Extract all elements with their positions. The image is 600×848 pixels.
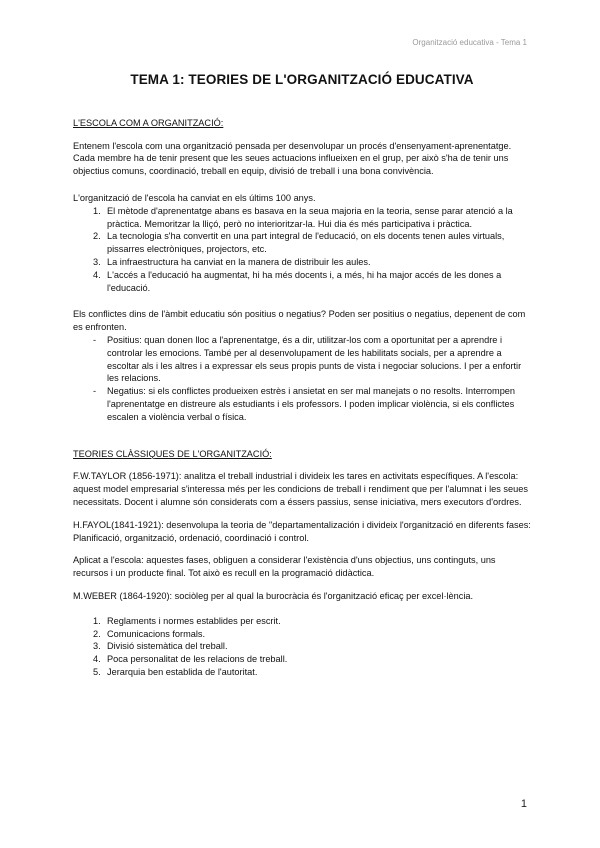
list-number: 3. [93, 256, 101, 267]
list-number: 4. [93, 269, 101, 280]
list-item-text: El mètode d'aprenentatge abans es basava en la seua majoria en la teoria, sense parar atenció a la pràctica. Memoritzar la lliçó, però no interioritzar-la. Hui dia és més participativa i pràctica. [107, 205, 513, 229]
list-number: 3. [93, 641, 101, 652]
list-item-text: Divisió sistemàtica del treball. [107, 641, 228, 652]
list-number: 1. [93, 615, 101, 626]
changes-list [73, 205, 531, 295]
list-number: 2. [93, 231, 101, 242]
list-item [73, 615, 531, 628]
header-note: Organització educativa - Tema 1 [412, 38, 527, 47]
conflicts-list [73, 334, 531, 424]
list-item [73, 653, 531, 666]
list-item-text: La tecnologia s'ha convertit en una part integral de l'educació, on els docents tenen aules virtuals, pissarres electròniques, projectors, etc. [107, 231, 505, 255]
list-number: 5. [93, 666, 101, 677]
list-item-text: L'accés a l'educació ha augmentat, hi ha més docents i, a més, hi ha major accés de les dones a l'educació. [107, 269, 502, 293]
list-item [73, 205, 531, 231]
list-item-text: Negatius: si els conflictes produeixen estrès i ansietat en ser mal manejats o no resolts. Interrompen l'aprenentatge en distreure als estudiants i els professors. I poden implicar violència, si els conflictes escalen a violència verbal o física. [107, 386, 516, 422]
paragraph-conflicts-intro: Els conflictes dins de l'àmbit educatiu són positius o negatius? Poden ser positius o negatius, depenent de com es enfronten. [73, 309, 526, 333]
document-title: TEMA 1: TEORIES DE L'ORGANITZACIÓ EDUCATIVA [130, 72, 474, 87]
list-item [73, 269, 531, 295]
section-heading-theories: TEORIES CLÀSSIQUES DE L'ORGANITZACIÓ: [73, 448, 272, 459]
list-number: 2. [93, 628, 101, 639]
section-heading-school: L'ESCOLA COM A ORGANITZACIÓ: [73, 117, 224, 128]
list-bullet: - [93, 334, 97, 345]
list-item-text: Poca personalitat de les relacions de treball. [107, 654, 288, 665]
document-body [73, 68, 531, 689]
list-item [73, 666, 531, 679]
list-item-text: Reglaments i normes establides per escrit. [107, 615, 281, 626]
list-item [73, 385, 531, 423]
weber-list [73, 615, 531, 679]
list-item-text: Comunicacions formals. [107, 628, 206, 639]
list-bullet: - [93, 386, 97, 397]
list-item [73, 628, 531, 641]
paragraph-intro: Entenem l'escola com una organització pensada per desenvolupar un procés d'ensenyament-aprenentatge. Cada membre ha de tenir present que les seues actuacions influeixen en el grup, per això s'ha de tenir uns objectius comuns, coordinació, treball en equip, divisió de treball i una bona convivència. [73, 140, 512, 177]
paragraph-weber: M.WEBER (1864-1920): sociòleg per al qual la burocràcia és l'organització eficaç per excel·lència. [73, 590, 474, 601]
list-item [73, 230, 531, 256]
list-item-text: Jerarquia ben establida de l'autoritat. [107, 666, 258, 677]
page-number: 1 [520, 798, 527, 810]
paragraph-applied: Aplicat a l'escola: aquestes fases, obliguen a considerar l'existència d'uns objectius, uns continguts, uns recursos i un producte final. Tot això es recull en la programació didàctica. [73, 555, 496, 579]
paragraph-taylor: F.W.TAYLOR (1856-1971): analitza el treball industrial i divideix les tares en activitats específiques. A l'escola: aquest model empresarial s'interessa més per les condicions de treball i rendiment que per l'alumnat i les seues necessitats. Docent i alumne són considerats com a éssers passius, sense iniciativa, mers executors d'ordres. [73, 471, 528, 507]
list-number: 1. [93, 205, 101, 216]
list-item [73, 334, 531, 385]
paragraph-changes-intro: L'organització de l'escola ha canviat en els últims 100 anys. [73, 192, 316, 203]
list-item-text: Positius: quan donen lloc a l'aprenentatge, és a dir, utilitzar-los com a oportunitat per a aprendre i controlar les emocions. També per al desenvolupament de les habilitats socials, per a aprendre a escoltar als i les altres i a expressar els seus propis punts de vista i negociar solucions. I per a enfortir les relacions. [107, 334, 522, 384]
list-item [73, 640, 531, 653]
list-item-text: La infraestructura ha canviat en la manera de distribuir les aules. [107, 256, 371, 267]
paragraph-fayol: H.FAYOL(1841-1921): desenvolupa la teoria de "departamentalización i divideix l'organització en diferents fases: Planificació, organització, ordenació, coordinació i control. [73, 519, 531, 543]
list-item [73, 256, 531, 269]
list-number: 4. [93, 654, 101, 665]
